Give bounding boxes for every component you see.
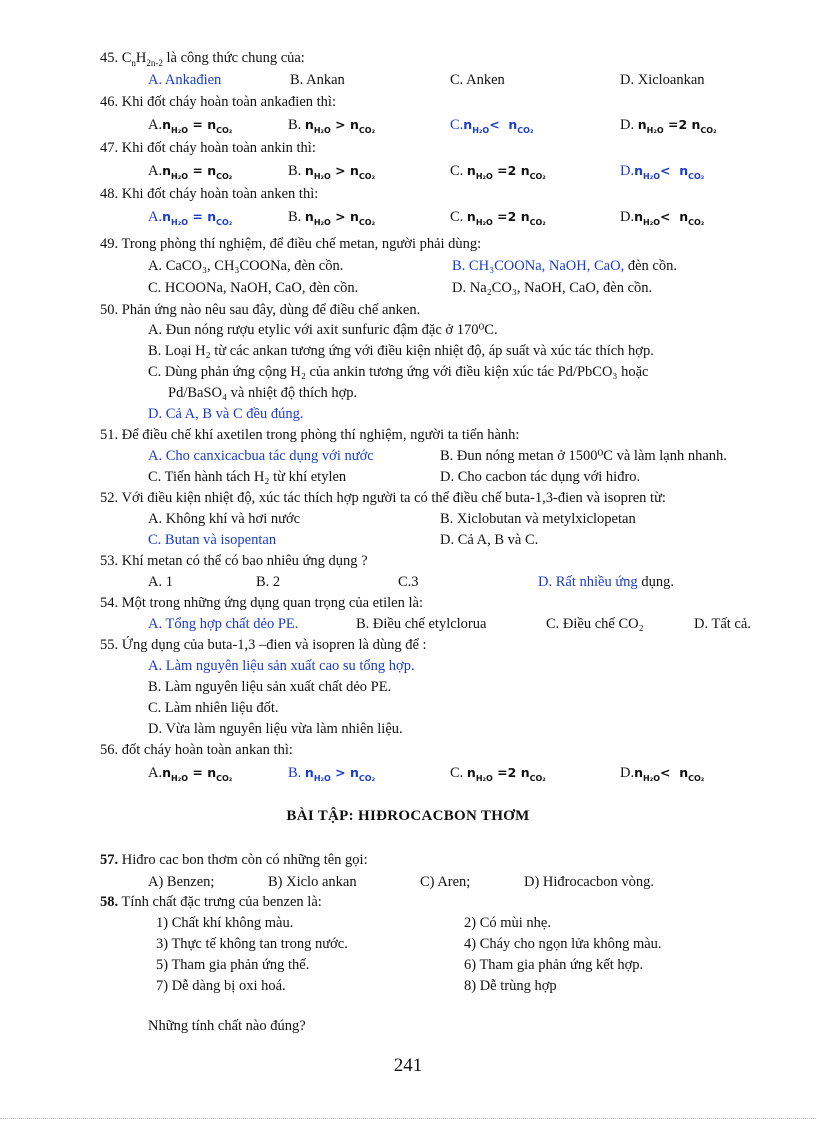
page-number: 241 — [393, 1055, 423, 1076]
q55-option-d: D. Vừa làm nguyên liệu vừa làm nhiên liệu. — [148, 721, 403, 737]
q46-option-a: $A.n_{H_2O} = n_{CO_2}$ — [148, 117, 233, 135]
q53-option-d — [538, 572, 674, 592]
q49-option-a: A. CaCO₃, CH₃COONa, đèn cồn. — [148, 258, 344, 274]
q54-option-d: D. Tất cả. — [694, 616, 751, 632]
q58-item-3: 3) Thực tế không tan trong nước. — [156, 936, 348, 952]
q53-option-d-tail: dụng. — [637, 574, 674, 590]
q58-stem-text: Tính chất đặc trưng của benzen là: — [118, 894, 322, 910]
q51-option-b: B. Đun nóng metan ở 1500⁰C và làm lạnh nhanh. — [440, 448, 727, 464]
question-46-stem: 46. Khi đốt cháy hoàn toàn ankađien thì: — [100, 94, 336, 110]
q50-option-c: C. Dùng phản ứng cộng H₂ của ankin tương ứng với điều kiện xúc tác Pd/PbCO₃ hoặc — [148, 364, 649, 380]
q47-option-a: $A.n_{H_2O} = n_{CO_2}$ — [148, 163, 233, 181]
q45-option-b: B. Ankan — [290, 72, 345, 88]
q48-option-a: $A.n_{H_2O} = n_{CO_2}$ — [148, 209, 233, 227]
q57-option-a: A) Benzen; — [148, 874, 215, 890]
question-47-stem: 47. Khi đốt cháy hoàn toàn ankin thì: — [100, 140, 316, 156]
question-50-stem: 50. Phản ứng nào nêu sau đây, dùng để điều chế anken. — [100, 302, 421, 318]
q52-option-b: B. Xiclobutan và metylxiclopetan — [440, 511, 636, 527]
q58-item-1: 1) Chất khí không màu. — [156, 915, 294, 931]
q58-followup: Những tính chất nào đúng? — [148, 1018, 306, 1034]
q51-option-d: D. Cho cacbon tác dụng với hiđro. — [440, 469, 641, 485]
q53-option-c: C.3 — [398, 574, 419, 590]
section-title: BÀI TẬP: HIĐROCACBON THƠM — [286, 808, 530, 824]
q52-option-a: A. Không khí và hơi nước — [148, 511, 301, 527]
question-48-stem: 48. Khi đốt cháy hoàn toàn anken thì: — [100, 186, 319, 202]
question-53-stem: 53. Khí metan có thể có bao nhiêu ứng dụng ? — [100, 553, 368, 569]
q56-option-a: $A.n_{H_2O} = n_{CO_2}$ — [148, 765, 233, 783]
question-55-stem: 55. Ứng dụng của buta-1,3 –đien và isopren là dùng để : — [100, 637, 427, 653]
q57-number: 57. — [100, 852, 119, 868]
q58-number: 58. — [100, 894, 119, 910]
q50-option-c-cont: Pd/BaSO₄ và nhiệt độ thích hợp. — [168, 385, 358, 401]
q47-option-d: $D.n_{H_2O}< n_{CO_2}$ — [620, 163, 705, 181]
q57-option-b: B) Xiclo ankan — [268, 874, 357, 890]
q47-option-b: B. $n_{H_2O} > n_{CO_2}$ — [288, 163, 376, 181]
q58-item-8: 8) Dễ trùng hợp — [464, 978, 557, 994]
q56-option-d: $D.n_{H_2O}< n_{CO_2}$ — [620, 765, 705, 783]
page-bottom-divider — [0, 1118, 816, 1119]
q58-item-2: 2) Có mùi nhẹ. — [464, 915, 551, 931]
q52-option-c: C. Butan và isopentan — [148, 532, 277, 548]
question-49-stem: 49. Trong phòng thí nghiệm, để điều chế metan, người phải dùng: — [100, 236, 482, 252]
q48-option-d: $D.n_{H_2O}< n_{CO_2}$ — [620, 209, 705, 227]
question-57-stem — [100, 850, 368, 870]
q45-option-d: D. Xicloankan — [620, 72, 705, 88]
q48-option-b: B. $n_{H_2O} > n_{CO_2}$ — [288, 209, 376, 227]
q47-option-c: C. $n_{H_2O} =2$ $n_{CO_2}$ — [450, 163, 546, 181]
q56-option-c: C. $n_{H_2O} =2$ $n_{CO_2}$ — [450, 765, 546, 783]
q49-option-b-text: B. CH₃COONa, NaOH, CaO, — [452, 258, 625, 274]
question-51-stem: 51. Để điều chế khí axetilen trong phòng thí nghiệm, người ta tiến hành: — [100, 427, 520, 443]
q48-option-c: C. $n_{H_2O} =2$ $n_{CO_2}$ — [450, 209, 546, 227]
q58-item-7: 7) Dễ dàng bị oxi hoá. — [156, 978, 286, 994]
q51-option-a: A. Cho canxicacbua tác dụng với nước — [148, 448, 374, 464]
q46-option-c: $C.n_{H_2O}< n_{CO_2}$ — [450, 117, 534, 135]
q53-option-d-text: D. Rất nhiều ứng — [538, 574, 638, 590]
q50-option-a: A. Đun nóng rượu etylic với axit sunfuric đậm đặc ở 170⁰C. — [148, 322, 498, 338]
q58-item-5: 5) Tham gia phản ứng thế. — [156, 957, 310, 973]
q55-option-b: B. Làm nguyên liệu sản xuất chất dẻo PE. — [148, 679, 392, 695]
q46-option-b: B. $n_{H_2O} > n_{CO_2}$ — [288, 117, 376, 135]
q54-option-b: B. Điều chế etylclorua — [356, 616, 487, 632]
q45-option-a: A. Ankađien — [148, 72, 222, 88]
q56-option-b: B. $n_{H_2O} > n_{CO_2}$ — [288, 765, 376, 783]
q55-option-a: A. Làm nguyên liệu sản xuất cao su tổng hợp. — [148, 658, 415, 674]
q58-item-4: 4) Cháy cho ngọn lửa không màu. — [464, 936, 662, 952]
q52-option-d: D. Cả A, B và C. — [440, 532, 539, 548]
q50-option-b: B. Loại H₂ từ các ankan tương ứng với điều kiện nhiệt độ, áp suất và xúc tác thích hợp. — [148, 343, 654, 359]
q53-option-b: B. 2 — [256, 574, 281, 590]
q53-option-a: A. 1 — [148, 574, 173, 590]
question-45-stem: 45. $C_nH_{2n-2}$ là công thức chung của: — [100, 50, 305, 68]
q49-option-b — [452, 256, 677, 276]
q50-option-d: D. Cả A, B và C đều đúng. — [148, 406, 304, 422]
question-52-stem: 52. Với điều kiện nhiệt độ, xúc tác thích hợp người ta có thể điều chế buta-1,3-đien và isopren từ: — [100, 490, 666, 506]
q54-option-a: A. Tổng hợp chất dẻo PE. — [148, 616, 299, 632]
q54-option-c: C. Điều chế CO₂ — [546, 616, 644, 632]
q45-option-c: C. Anken — [450, 72, 505, 88]
question-58-stem — [100, 892, 322, 912]
q49-option-b-tail: đèn cồn. — [624, 258, 677, 274]
q57-stem-text: Hiđro cac bon thơm còn có những tên gọi: — [118, 852, 368, 868]
q55-option-c: C. Làm nhiên liệu đốt. — [148, 700, 279, 716]
q49-option-c: C. HCOONa, NaOH, CaO, đèn cồn. — [148, 280, 359, 296]
q57-option-d: D) Hiđrocacbon vòng. — [524, 874, 655, 890]
question-54-stem: 54. Một trong những ứng dụng quan trọng của etilen là: — [100, 595, 423, 611]
q46-option-d: D. $n_{H_2O} =2$ $n_{CO_2}$ — [620, 117, 717, 135]
q51-option-c: C. Tiến hành tách H₂ từ khí etylen — [148, 469, 347, 485]
q57-option-c: C) Aren; — [420, 874, 471, 890]
q58-item-6: 6) Tham gia phản ứng kết hợp. — [464, 957, 644, 973]
q49-option-d: D. Na₂CO₃, NaOH, CaO, đèn cồn. — [452, 280, 653, 296]
question-56-stem: 56. đốt cháy hoàn toàn ankan thì: — [100, 742, 293, 758]
